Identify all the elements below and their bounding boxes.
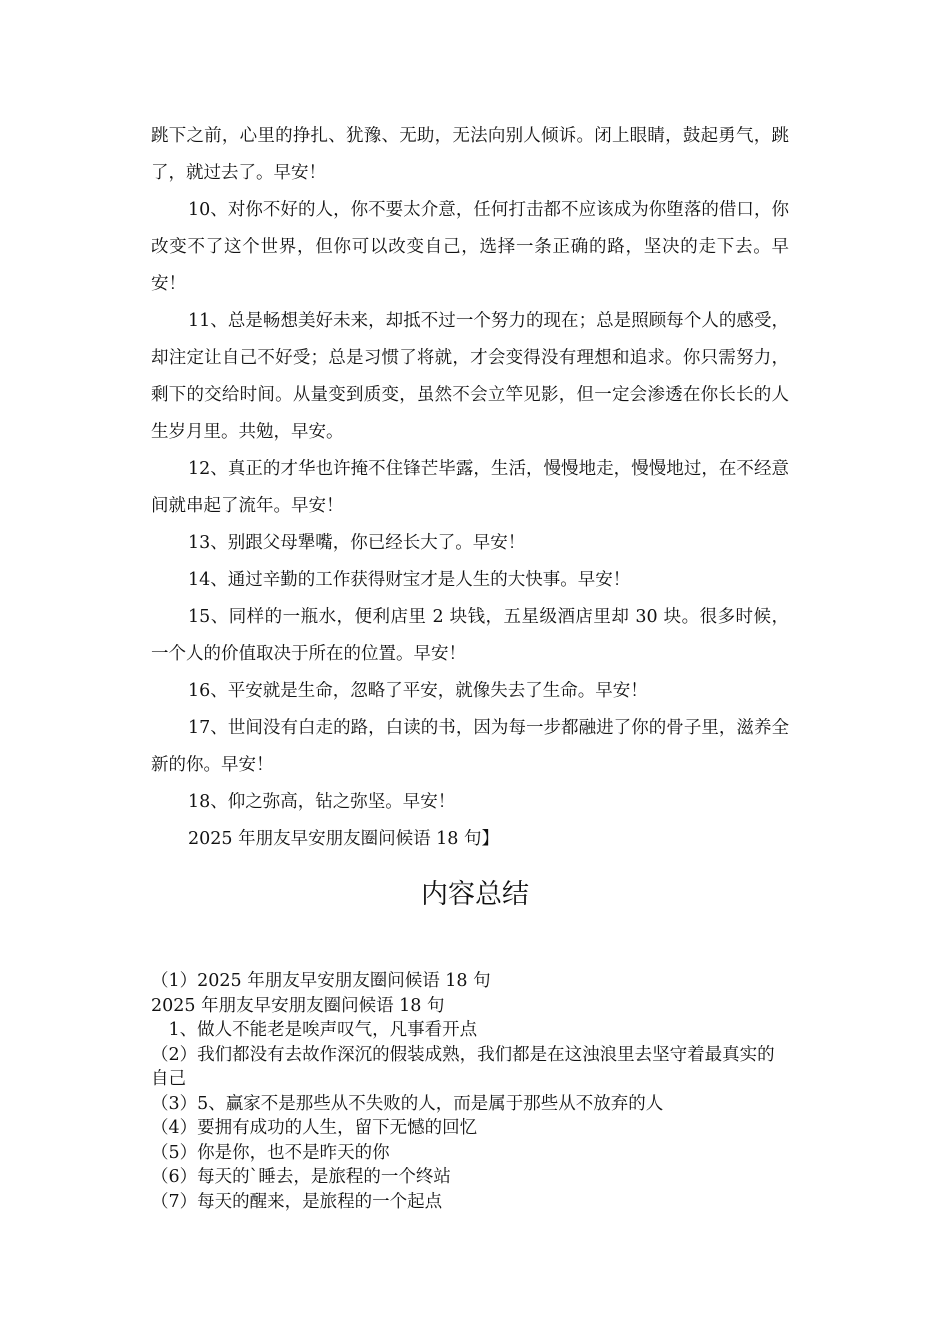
summary-title: 内容总结 [421,879,529,910]
paragraph: 11、总是畅想美好未来，却抵不过一个努力的现在；总是照顾每个人的感受，却注定让自己不好受；总是习惯了将就，才会变得没有理想和追求。你只需努力，剩下的交给时间。从量变到质变，虽然不会立竿见影，但一定会渗透在你长长的人生岁月里。共勉，早安。 [151,311,789,442]
summary-list [151,969,791,1214]
paragraph: 16、平安就是生命，忽略了平安，就像失去了生命。早安！ [188,681,648,701]
paragraph: 2025 年朋友早安朋友圈问候语 18 句】 [188,829,499,849]
summary-item: （2）我们都没有去故作深沉的假装成熟，我们都是在这浊浪里去坚守着最真实的自己 [151,1044,775,1089]
paragraph: 14、通过辛勤的工作获得财宝才是人生的大快事。早安！ [188,570,631,590]
summary-item: 2025 年朋友早安朋友圈问候语 18 句 [151,995,445,1016]
paragraph: 10、对你不好的人，你不要太介意，任何打击都不应该成为你堕落的借口，你改变不了这个世界，但你可以改变自己，选择一条正确的路，坚决的走下去。早安！ [151,200,789,294]
paragraph: 12、真正的才华也许掩不住锋芒毕露，生活，慢慢地走，慢慢地过，在不经意间就串起了流年。早安！ [151,459,789,516]
summary-item: （6）每天的`睡去，是旅程的一个终站 [151,1167,451,1187]
paragraph: 15、同样的一瓶水，便利店里 2 块钱，五星级酒店里却 30 块。很多时候，一个人的价值取决于所在的位置。早安！ [151,607,789,664]
document-body [151,118,789,858]
summary-item: （3）5、赢家不是那些从不失败的人，而是属于那些从不放弃的人 [151,1093,664,1114]
summary-item: （1）2025 年朋友早安朋友圈问候语 18 句 [151,971,491,991]
paragraph: 17、世间没有白走的路，白读的书，因为每一步都融进了你的骨子里，滋养全新的你。早安！ [151,718,789,775]
paragraph: 18、仰之弥高，钻之弥坚。早安！ [188,792,456,812]
summary-item: （4）要拥有成功的人生，留下无憾的回忆 [151,1118,478,1138]
summary-item: 1、做人不能老是唉声叹气，凡事看开点 [151,1020,478,1040]
paragraph: 13、别跟父母犟嘴，你已经长大了。早安！ [188,533,526,553]
summary-item: （7）每天的醒来，是旅程的一个起点 [151,1191,443,1212]
paragraph: 跳下之前，心里的挣扎、犹豫、无助，无法向别人倾诉。闭上眼睛，鼓起勇气，跳了，就过去了。早安！ [151,126,789,183]
summary-item: （5）你是你，也不是昨天的你 [151,1142,390,1163]
